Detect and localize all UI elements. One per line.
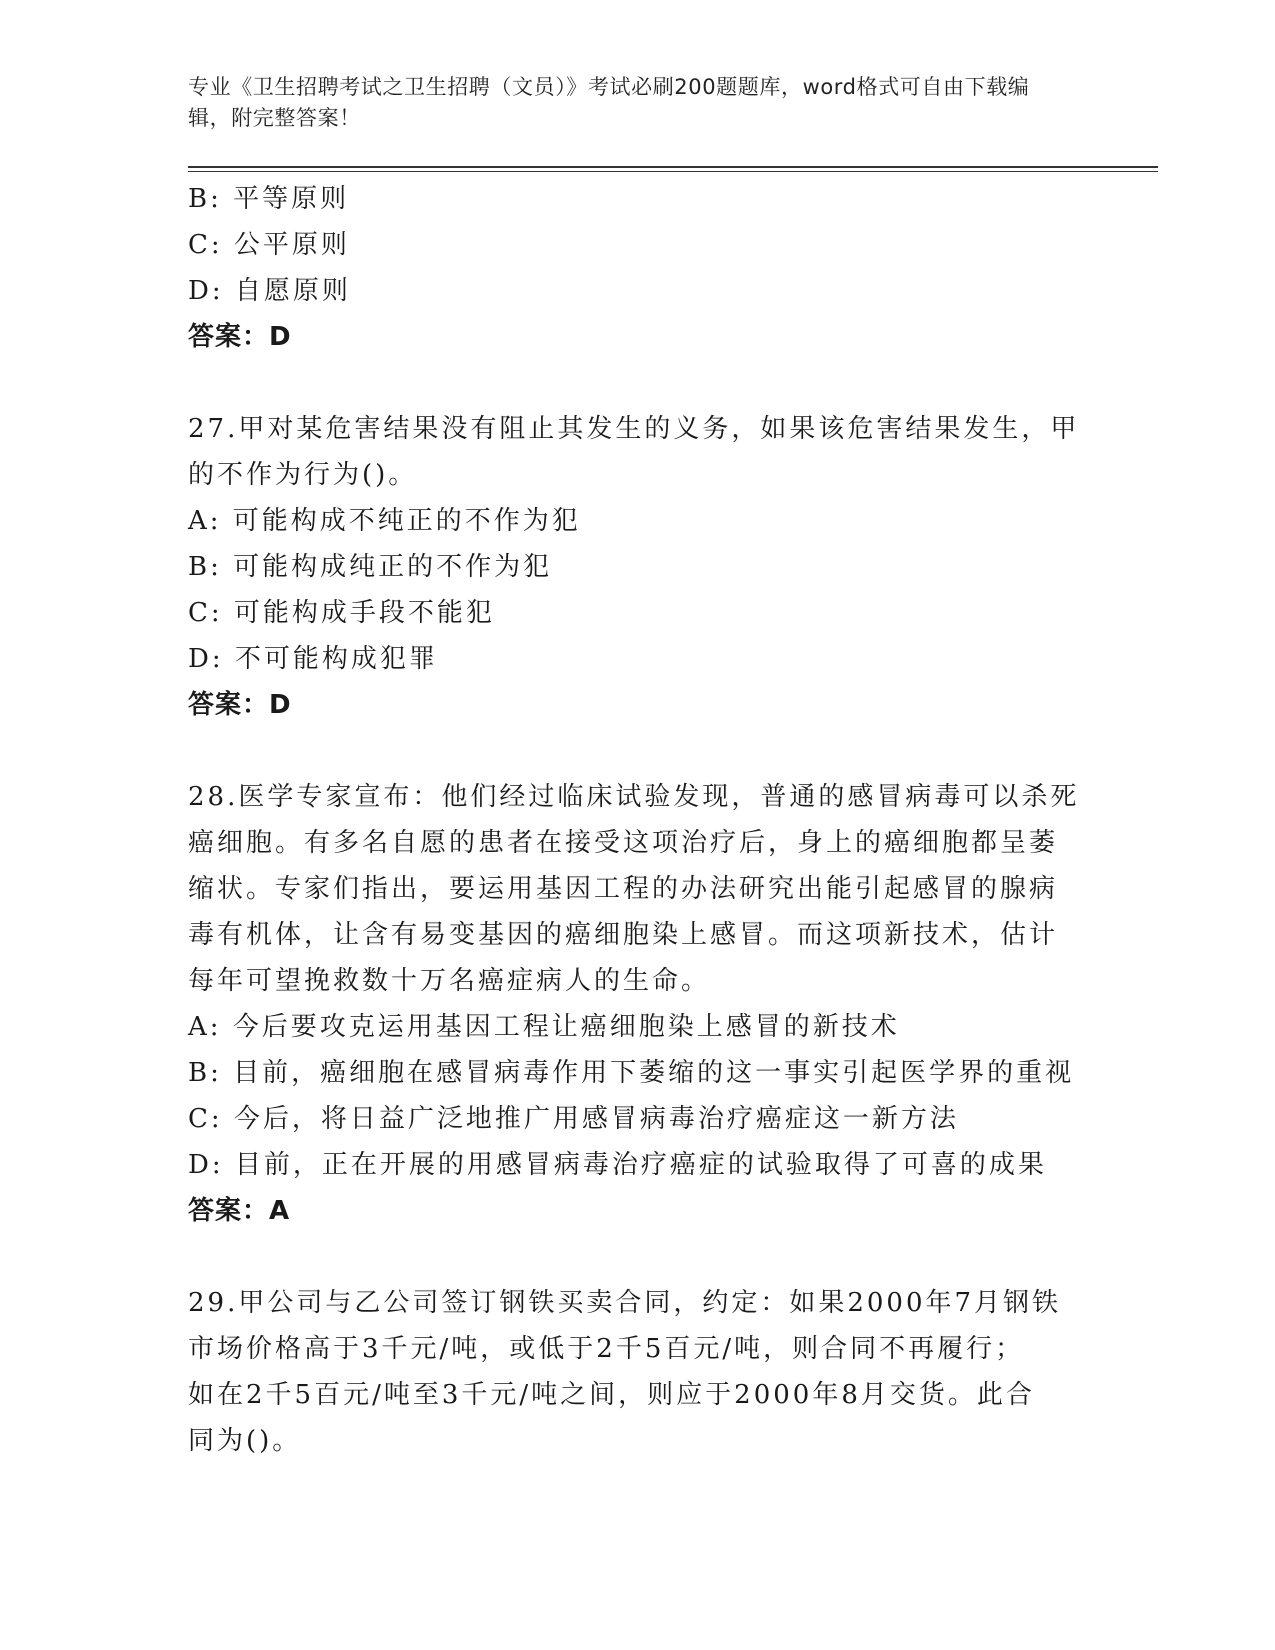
q27-option-c: C: 可能构成手段不能犯 (188, 598, 495, 628)
document-page (188, 72, 1158, 1464)
q29-stem-line: 同为()。 (188, 1426, 302, 1456)
q29-stem-line: 29.甲公司与乙公司签订钢铁买卖合同，约定：如果2000年7月钢铁 (188, 1288, 1062, 1318)
q27-stem-line: 27.甲对某危害结果没有阻止其发生的义务，如果该危害结果发生，甲 (188, 414, 1080, 444)
q26-option-d: D: 自愿原则 (188, 276, 351, 306)
q28-option-d: D: 目前，正在开展的用感冒病毒治疗癌症的试验取得了可喜的成果 (188, 1150, 1047, 1180)
q27-option-a: A: 可能构成不纯正的不作为犯 (188, 506, 581, 536)
question-27 (188, 406, 1158, 728)
q28-stem-line: 每年可望挽救数十万名癌症病人的生命。 (188, 966, 711, 996)
document-body (188, 176, 1158, 1464)
q28-stem-line: 缩状。专家们指出，要运用基因工程的办法研究出能引起感冒的腺病 (188, 874, 1059, 904)
spacer (188, 1234, 1158, 1280)
q29-stem-line: 市场价格高于3千元/吨，或低于2千5百元/吨，则合同不再履行； (188, 1334, 1025, 1364)
spacer (188, 728, 1158, 774)
q27-stem-line: 的不作为行为()。 (188, 460, 418, 490)
q28-option-b: B: 目前，癌细胞在感冒病毒作用下萎缩的这一事实引起医学界的重视 (188, 1058, 1075, 1088)
q29-stem-line: 如在2千5百元/吨至3千元/吨之间，则应于2000年8月交货。此合 (188, 1380, 1035, 1410)
document-header: 专业《卫生招聘考试之卫生招聘（文员）》考试必刷200题题库，word格式可自由下载编辑，附完整答案！ (188, 75, 1030, 130)
q26-answer: 答案：D (188, 322, 292, 352)
question-26 (188, 176, 1158, 360)
q28-option-c: C: 今后，将日益广泛地推广用感冒病毒治疗癌症这一新方法 (188, 1104, 959, 1134)
q27-option-b: B: 可能构成纯正的不作为犯 (188, 552, 553, 582)
q28-answer: 答案：A (188, 1196, 291, 1226)
q28-option-a: A: 今后要攻克运用基因工程让癌细胞染上感冒的新技术 (188, 1012, 900, 1042)
question-28 (188, 774, 1158, 1234)
question-29 (188, 1280, 1158, 1464)
q27-answer: 答案：D (188, 690, 292, 720)
q28-stem-line: 癌细胞。有多名自愿的患者在接受这项治疗后，身上的癌细胞都呈萎 (188, 828, 1059, 858)
q28-stem-line: 28.医学专家宣布：他们经过临床试验发现，普通的感冒病毒可以杀死 (188, 782, 1080, 812)
spacer (188, 360, 1158, 406)
q27-option-d: D: 不可能构成犯罪 (188, 644, 438, 674)
q26-option-b: B: 平等原则 (188, 184, 350, 214)
header-rule (188, 166, 1158, 172)
q26-option-c: C: 公平原则 (188, 230, 350, 260)
q28-stem-line: 毒有机体，让含有易变基因的癌细胞染上感冒。而这项新技术，估计 (188, 920, 1059, 950)
